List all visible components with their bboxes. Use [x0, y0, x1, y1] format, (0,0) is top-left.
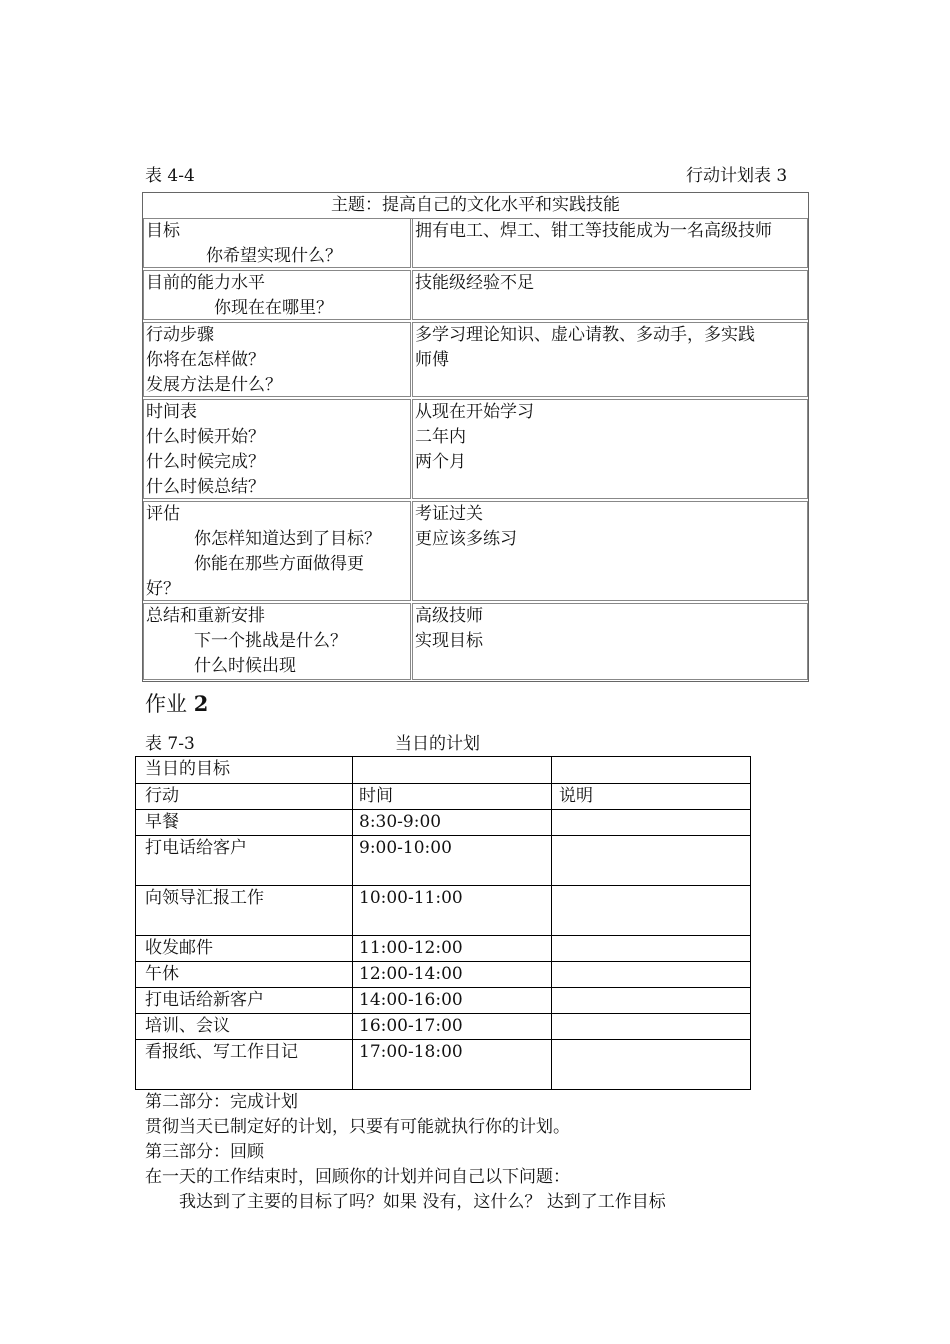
plan-label-line: 行动步骤: [146, 325, 214, 345]
homework-label: 作业: [145, 692, 187, 716]
plan-label-line: 什么时候总结？: [146, 477, 265, 497]
plan-theme: 主题：提高自己的文化水平和实践技能: [143, 193, 808, 219]
plan-cell-label: [143, 322, 411, 397]
plan-value-line: 实现目标: [415, 631, 483, 651]
table-row: [136, 961, 750, 987]
goal-label: 当日的目标: [145, 759, 230, 779]
row-time: 11:00-12:00: [359, 938, 463, 958]
plan-cell-value: [412, 322, 808, 397]
plan-label-line: 你能在那些方面做得更: [194, 554, 364, 574]
plan-cell-label: [143, 218, 411, 268]
plan-value-line: 师傅: [415, 350, 449, 370]
part3-title: 第三部分：回顾: [145, 1142, 264, 1162]
daily-table-title: 当日的计划: [395, 734, 480, 754]
table-row: [136, 987, 750, 1013]
table-row: [136, 885, 750, 935]
homework-number: 2: [193, 691, 209, 716]
plan-value-line: 考证过关: [415, 504, 483, 524]
row-time: 12:00-14:00: [359, 964, 463, 984]
header-action: 行动: [145, 786, 179, 806]
row-time: 17:00-18:00: [359, 1042, 463, 1062]
row-action: 看报纸、写工作日记: [145, 1042, 298, 1062]
plan-cell-label: [143, 270, 411, 320]
table-row: [136, 757, 750, 783]
daily-plan-table: [135, 756, 751, 1090]
table-row: [136, 835, 750, 885]
row-action: 向领导汇报工作: [145, 888, 264, 908]
plan-label-line: 你怎样知道达到了目标？: [194, 529, 381, 549]
plan-label-line: 时间表: [146, 402, 197, 422]
plan-value-line: 两个月: [415, 452, 466, 472]
table-row: [136, 935, 750, 961]
table-number: 表 4-4: [145, 166, 195, 186]
plan-value-line: 拥有电工、焊工、钳工等技能成为一名高级技师: [415, 221, 772, 241]
row-time: 14:00-16:00: [359, 990, 463, 1010]
table-row: [136, 783, 750, 809]
plan-value-line: 更应该多练习: [415, 529, 517, 549]
row-time: 8:30-9:00: [359, 812, 442, 832]
row-time: 16:00-17:00: [359, 1016, 463, 1036]
header-time: 时间: [359, 786, 393, 806]
part2-title: 第二部分：完成计划: [145, 1092, 298, 1112]
plan-label-line: 好？: [146, 579, 180, 599]
plan-value-line: 技能级经验不足: [415, 273, 534, 293]
plan-label-line: 总结和重新安排: [146, 606, 265, 626]
plan-cell-value: [412, 399, 808, 499]
plan-label-line: 目标: [146, 221, 180, 241]
plan-cell-label: [143, 603, 411, 680]
header-note: 说明: [559, 786, 593, 806]
row-action: 打电话给客户: [145, 838, 247, 858]
plan-value-line: 从现在开始学习: [415, 402, 534, 422]
plan-cell-value: [412, 270, 808, 320]
row-action: 收发邮件: [145, 938, 213, 958]
row-action: 午休: [145, 964, 179, 984]
table-row: [136, 1013, 750, 1039]
plan-label-line: 下一个挑战是什么？: [194, 631, 347, 651]
plan-cell-value: [412, 218, 808, 268]
review-question: 我达到了主要的目标了吗？如果 没有，这什么？ 达到了工作目标: [179, 1192, 666, 1212]
plan-value-line: 二年内: [415, 427, 466, 447]
plan-label-line: 你希望实现什么？: [206, 246, 342, 266]
plan-cell-label: [143, 399, 411, 499]
plan-cell-label: [143, 501, 411, 601]
row-action: 早餐: [145, 812, 179, 832]
part3-text: 在一天的工作结束时，回顾你的计划并问自己以下问题：: [145, 1167, 570, 1187]
plan-label-line: 目前的能力水平: [146, 273, 265, 293]
plan-label-line: 什么时候开始？: [146, 427, 265, 447]
row-time: 10:00-11:00: [359, 888, 463, 908]
plan-cell-value: [412, 501, 808, 601]
plan-label-line: 你现在在哪里？: [214, 298, 333, 318]
part2-text: 贯彻当天已制定好的计划，只要有可能就执行你的计划。: [145, 1117, 570, 1137]
plan-value-line: 高级技师: [415, 606, 483, 626]
homework-heading: [145, 690, 208, 718]
plan-cell-value: [412, 603, 808, 680]
table-row: [136, 1039, 750, 1089]
table-row: [136, 809, 750, 835]
row-action: 打电话给新客户: [145, 990, 264, 1010]
row-action: 培训、会议: [145, 1016, 230, 1036]
row-time: 9:00-10:00: [359, 838, 452, 858]
plan-value-line: 多学习理论知识、虚心请教、多动手，多实践: [415, 325, 755, 345]
plan-label-line: 你将在怎样做？: [146, 350, 265, 370]
plan-label-line: 什么时候完成？: [146, 452, 265, 472]
plan-label-line: 评估: [146, 504, 180, 524]
plan-label-line: 什么时候出现: [194, 656, 296, 676]
plan-label-line: 发展方法是什么？: [146, 375, 282, 395]
daily-table-number: 表 7-3: [145, 734, 195, 754]
table-title: 行动计划表 3: [686, 166, 788, 186]
